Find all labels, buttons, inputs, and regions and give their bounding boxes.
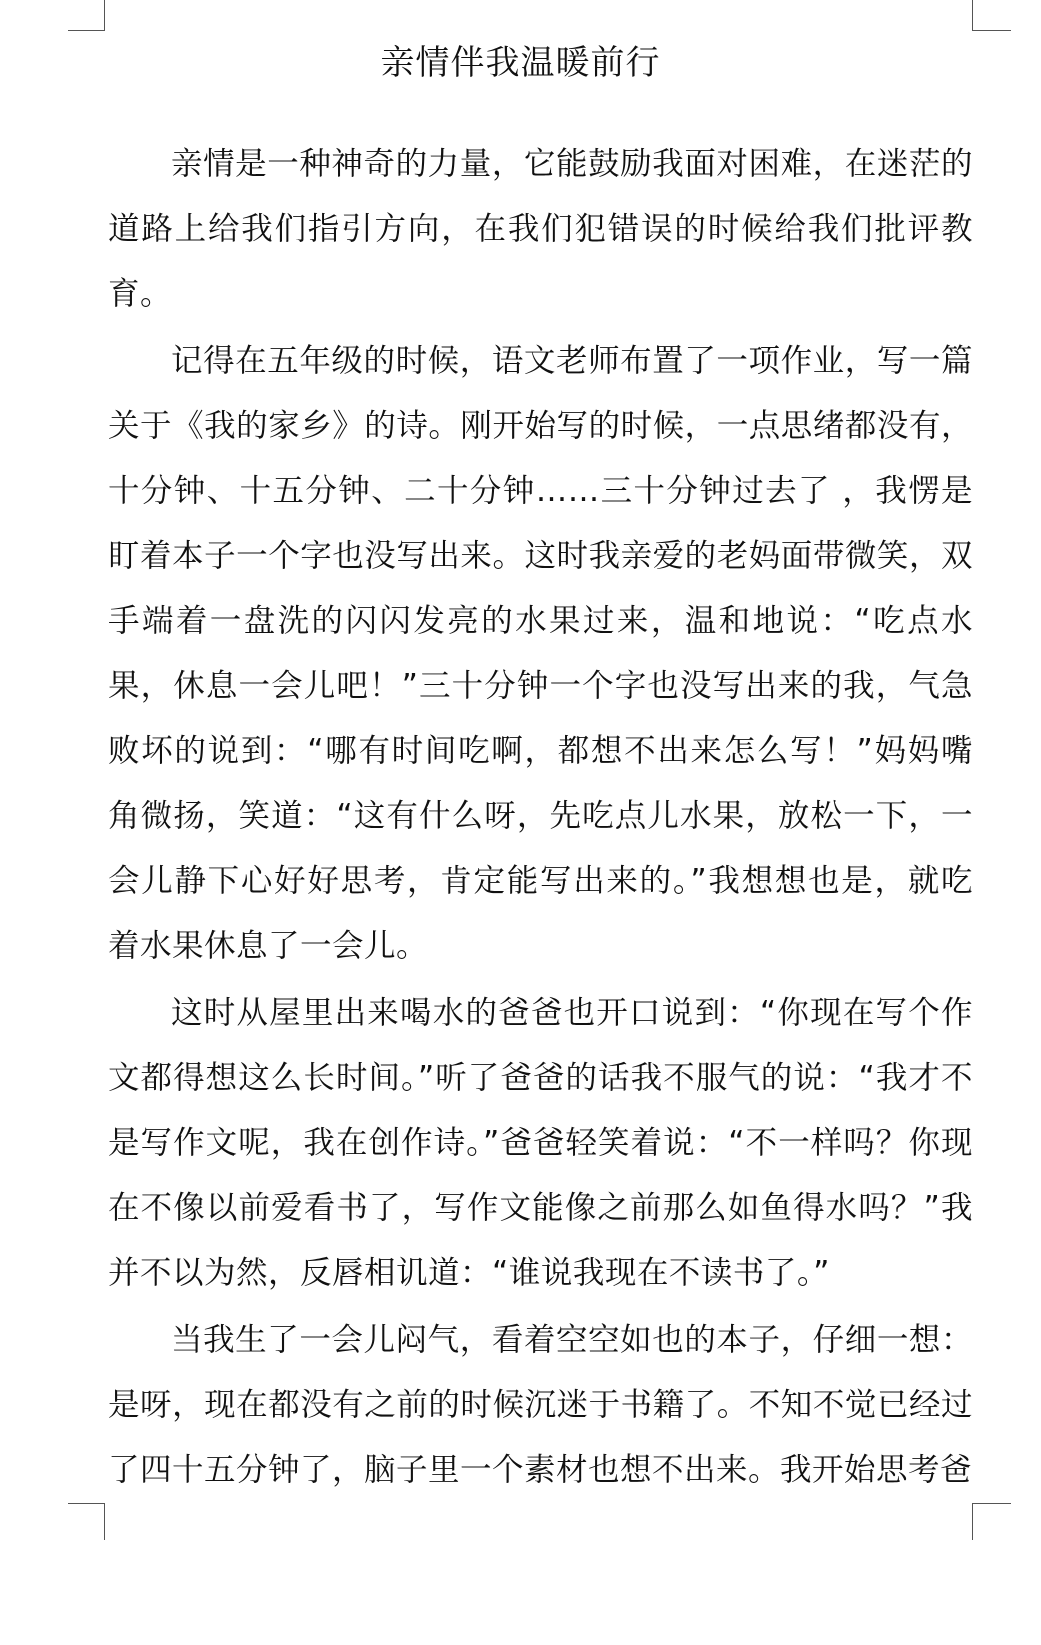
document-title: 亲情伴我温暖前行 — [380, 43, 661, 83]
paragraph: 亲情是一种神奇的力量，它能鼓励我面对困难，在迷茫的道路上给我们指引方向，在我们犯错误的时候给我们批评教育。 — [108, 146, 973, 312]
crop-mark-bottom-right — [972, 1503, 1011, 1540]
crop-mark-top-right — [972, 0, 1011, 31]
paragraph: 这时从屋里出来喝水的爸爸也开口说到：“你现在写个作文都得想这么长时间。”听了爸爸的话我不服气的说：“我才不是写作文呢，我在创作诗。”爸爸轻笑着说：“不一样吗？你现在不像以前爱看书了，写作文能像之前那么如鱼得水吗？”我并不以为然，反唇相讥道：“谁说我现在不读书了。” — [108, 995, 973, 1291]
paragraph: 当我生了一会儿闷气，看着空空如也的本子，仔细一想：是呀，现在都没有之前的时候沉迷于书籍了。不知不觉已经过了四十五分钟了，脑子里一个素材也想不出来。我开始思考爸 — [108, 1322, 973, 1488]
paragraph: 记得在五年级的时候，语文老师布置了一项作业，写一篇关于《我的家乡》的诗。刚开始写的时候，一点思绪都没有，十分钟、十五分钟、二十分钟……三十分钟过去了 ，我愣是盯着本子一个字也没写出来。这时我亲爱的老妈面带微笑，双手端着一盘洗的闪闪发亮的水果过来，温和地说：“吃点水果，休息一会儿吧！”三十分钟一个字也没写出来的我，气急败坏的说到：“哪有时间吃啊，都想不出来怎么写！”妈妈嘴角微扬，笑道：“这有什么呀，先吃点儿水果，放松一下，一会儿静下心好好思考，肯定能写出来的。”我想想也是，就吃着水果休息了一会儿。 — [108, 343, 973, 964]
document-body — [108, 132, 973, 1505]
crop-mark-bottom-left — [68, 1503, 105, 1540]
crop-mark-top-left — [68, 0, 105, 31]
